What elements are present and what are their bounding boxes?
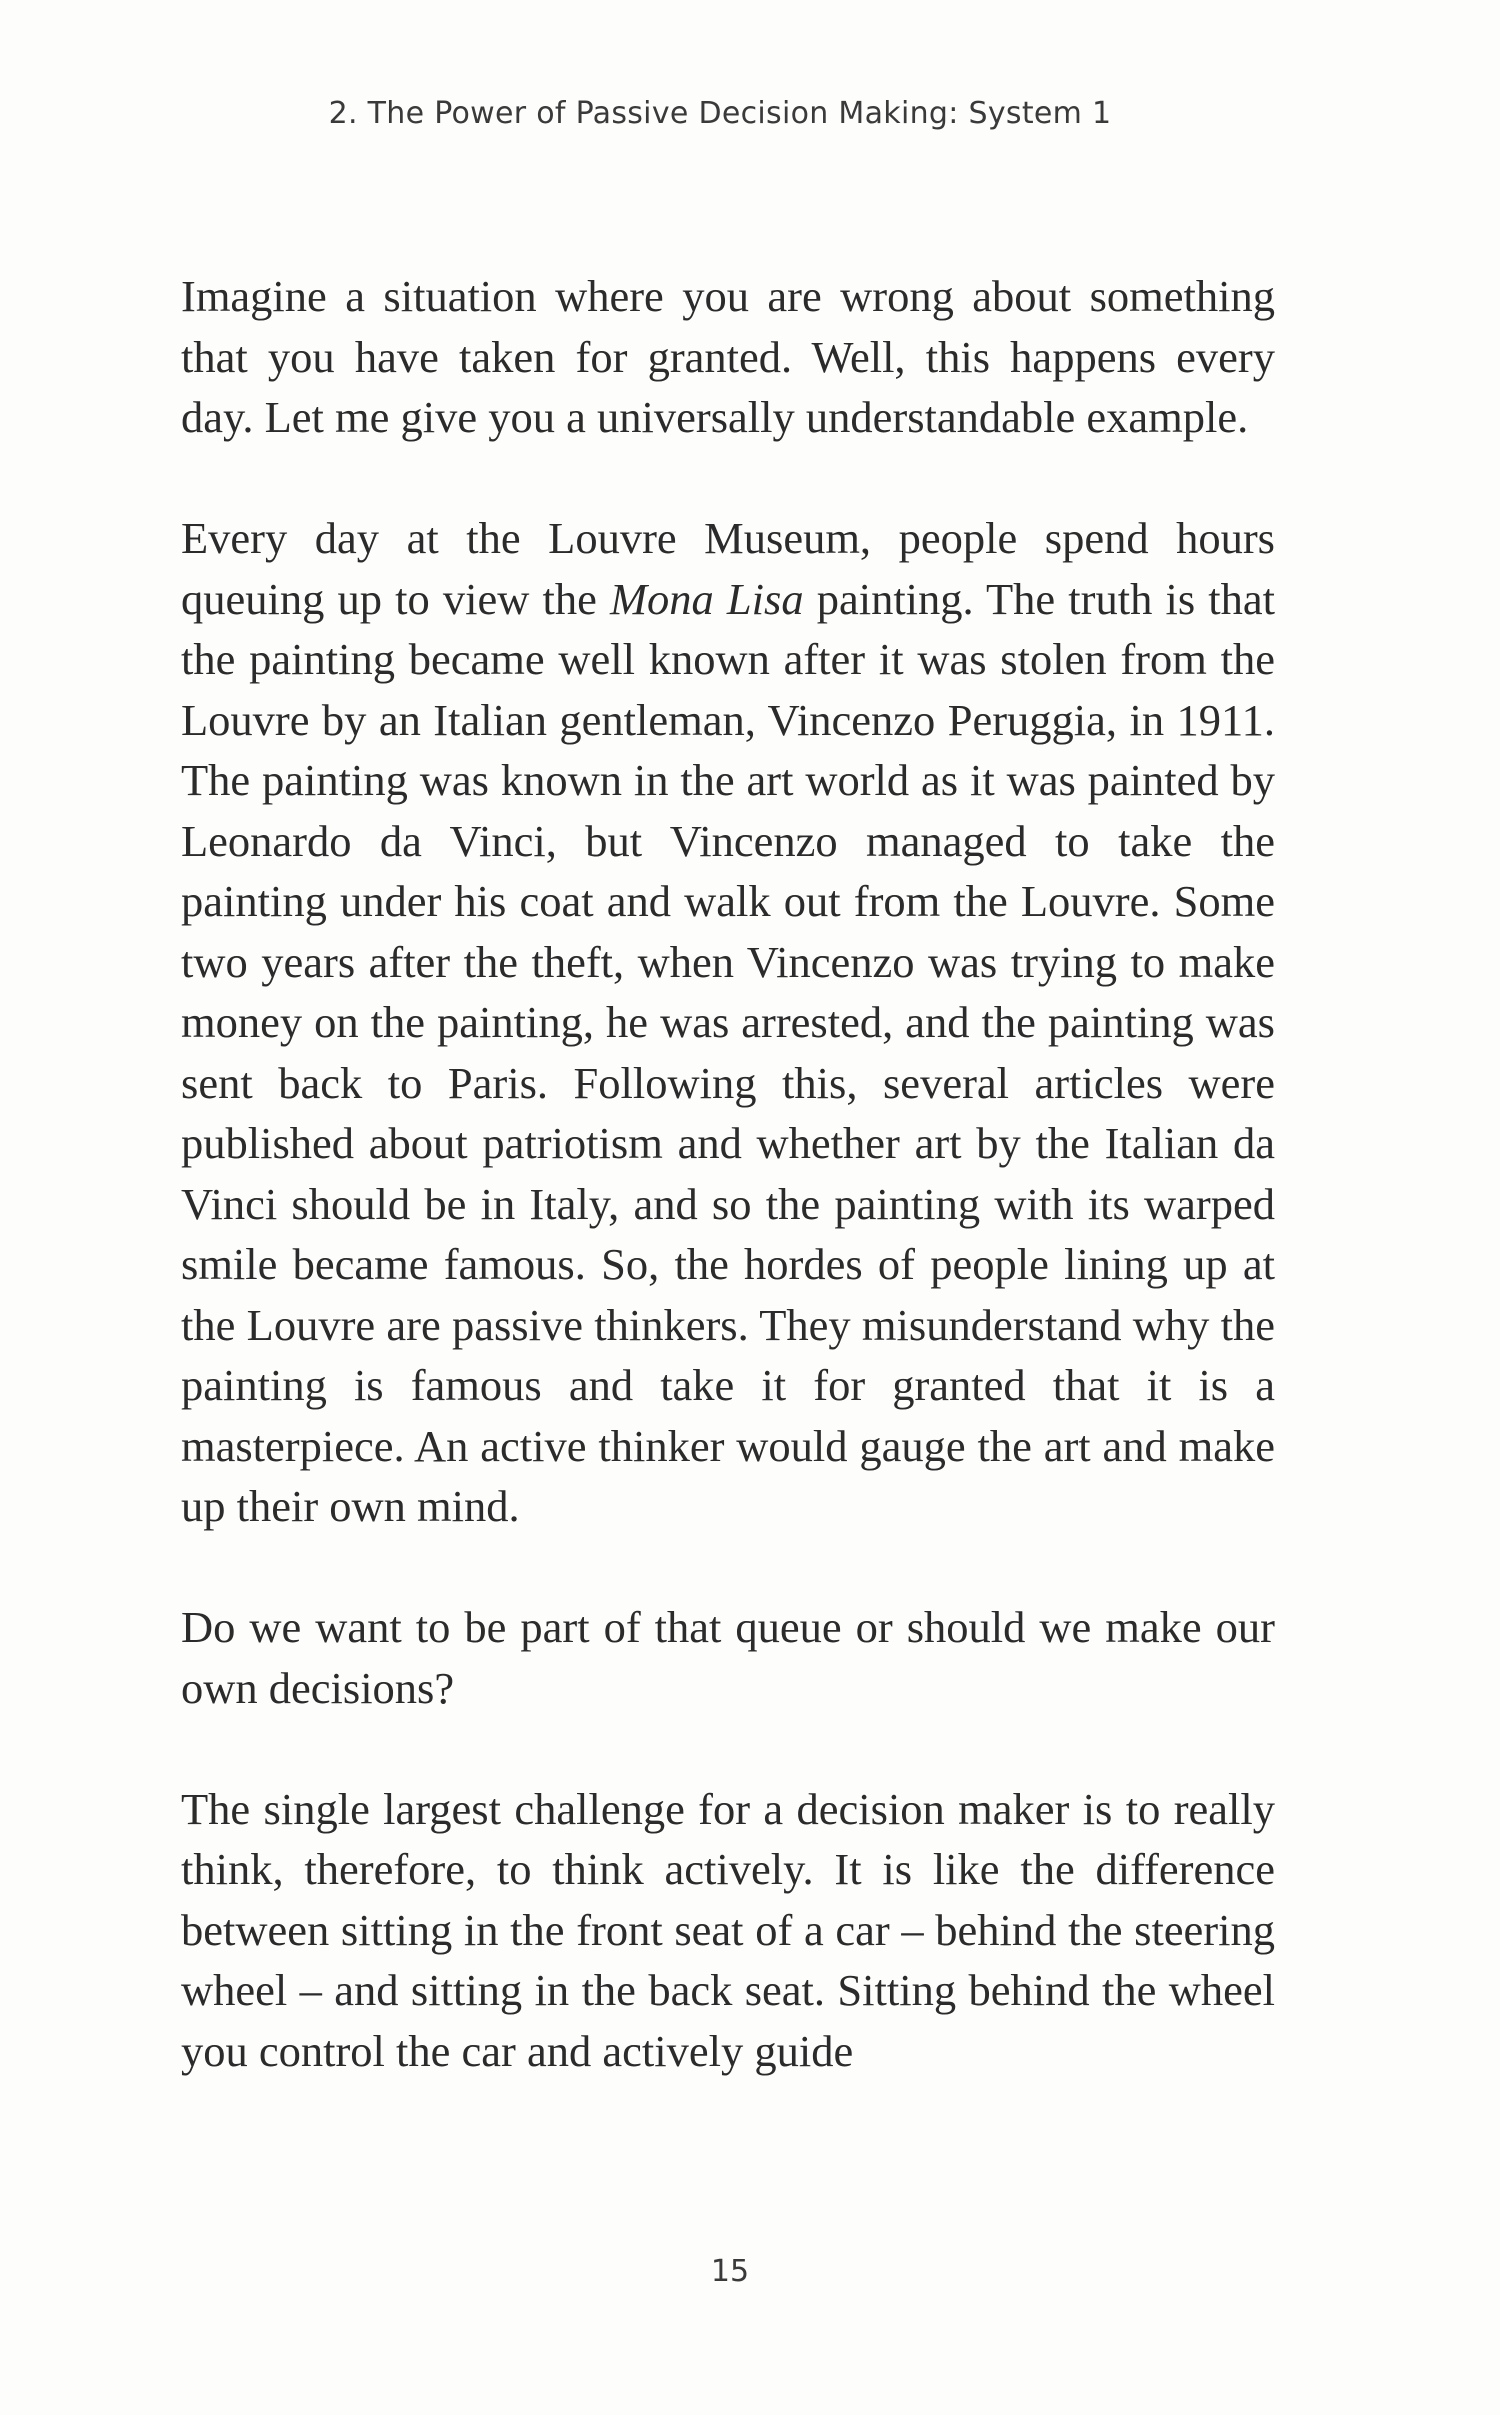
- running-head: 2. The Power of Passive Decision Making: System 1: [328, 96, 1112, 131]
- paragraph-1: Imagine a situation where you are wrong about something that you have taken for granted. Well, this happens every day. Let me give you a universally understandable example.: [181, 271, 1275, 442]
- paragraph-3: Do we want to be part of that queue or should we make our own decisions?: [181, 1602, 1275, 1713]
- paragraph-4: The single largest challenge for a decision maker is to really think, therefore, to think actively. It is like the difference between sitting in the front seat of a car – behind the steering wheel – and sitting in the back seat. Sitting behind the wheel you control the car and actively guide: [181, 1783, 1275, 2076]
- painting-title: Mona Lisa: [609, 573, 804, 624]
- page-number: 15: [710, 2254, 750, 2289]
- paragraph-2-before-title: Every day at the Louvre Museum, people spend hours queuing up to view the: [181, 513, 1275, 624]
- body-text: [181, 266, 1275, 2081]
- paragraph-2-after-title: painting. The truth is that the painting became well known after it was stolen from the Louvre by an Italian gentleman, Vincenzo Peruggia, in 1911. The painting was known in the art world as it was painted by Leonardo da Vinci, but Vincenzo managed to take the painting under his coat and walk out from the Louvre. Some two years after the theft, when Vincenzo was trying to make money on the painting, he was arrested, and the painting was sent back to Paris. Following this, several articles were published about patriotism and whether art by the Italian da Vinci should be in Italy, and so the painting with its warped smile became famous. So, the hordes of people lining up at the Louvre are passive thinkers. They misunderstand why the painting is famous and take it for granted that it is a masterpiece. An active thinker would gauge the art and make up their own mind.: [181, 573, 1275, 1531]
- paragraph-2: [181, 508, 1275, 1537]
